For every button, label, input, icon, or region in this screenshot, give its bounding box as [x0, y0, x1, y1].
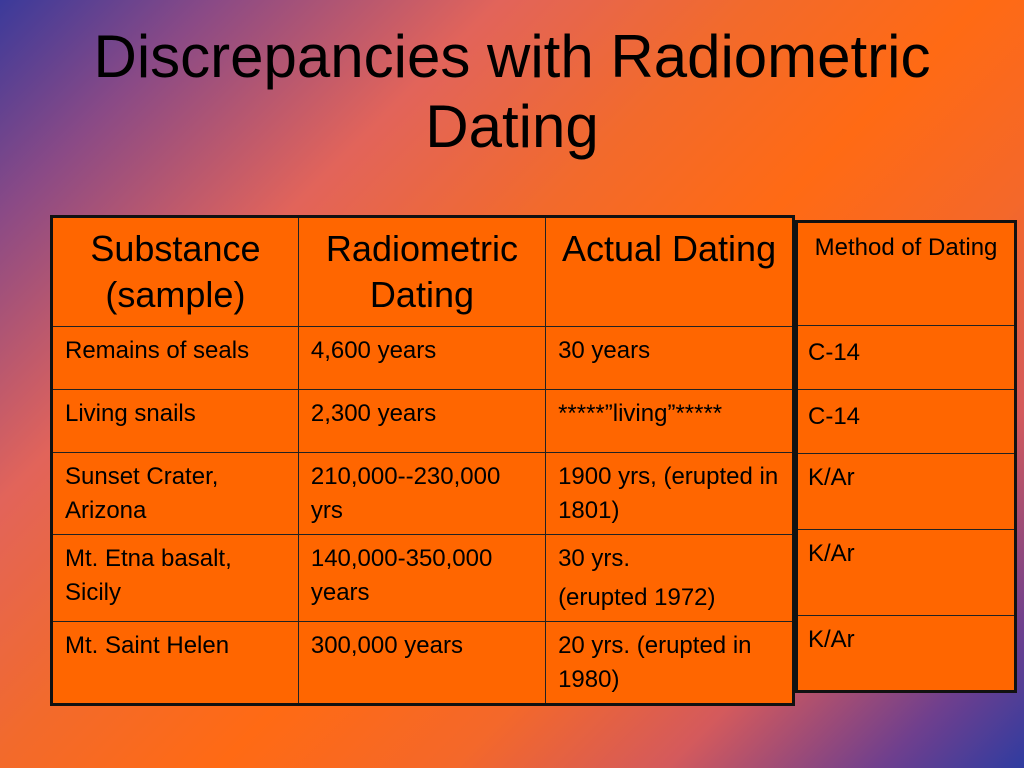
cell-substance: Remains of seals	[52, 327, 299, 390]
slide-title	[0, 22, 1024, 162]
cell-actual: *****”living”*****	[546, 390, 794, 453]
cell-radiometric: 4,600 years	[298, 327, 545, 390]
method-row	[797, 326, 1016, 390]
table-row	[52, 535, 794, 622]
method-row	[797, 530, 1016, 616]
cell-method: C-14	[797, 326, 1016, 390]
cell-actual	[546, 535, 794, 622]
cell-actual: 30 years	[546, 327, 794, 390]
cell-substance: Living snails	[52, 390, 299, 453]
method-table	[795, 220, 1017, 693]
table-header-row	[52, 217, 794, 327]
method-row	[797, 454, 1016, 530]
cell-radiometric: 300,000 years	[298, 622, 545, 705]
header-substance: Substance (sample)	[52, 217, 299, 327]
cell-method: K/Ar	[797, 530, 1016, 616]
cell-method: K/Ar	[797, 616, 1016, 692]
table-row	[52, 453, 794, 535]
cell-actual: 20 yrs. (erupted in 1980)	[546, 622, 794, 705]
cell-method: C-14	[797, 390, 1016, 454]
cell-actual-line-2: (erupted 1972)	[558, 584, 716, 611]
header-actual: Actual Dating	[546, 217, 794, 327]
cell-substance: Sunset Crater, Arizona	[52, 453, 299, 535]
cell-radiometric: 210,000--230,000 yrs	[298, 453, 545, 535]
table-row	[52, 390, 794, 453]
table-row	[52, 327, 794, 390]
cell-radiometric: 140,000-350,000 years	[298, 535, 545, 622]
cell-method: K/Ar	[797, 454, 1016, 530]
method-header-row	[797, 222, 1016, 326]
title-line-2: Dating	[425, 93, 599, 160]
cell-actual: 1900 yrs, (erupted in 1801)	[546, 453, 794, 535]
title-line-1: Discrepancies with Radiometric	[93, 23, 931, 90]
discrepancy-table	[50, 215, 795, 706]
header-method: Method of Dating	[797, 222, 1016, 326]
method-row	[797, 616, 1016, 692]
cell-actual-line-1: 30 yrs.	[558, 545, 631, 572]
table-row	[52, 622, 794, 705]
cell-radiometric: 2,300 years	[298, 390, 545, 453]
cell-substance: Mt. Etna basalt, Sicily	[52, 535, 299, 622]
header-radiometric: Radiometric Dating	[298, 217, 545, 327]
method-row	[797, 390, 1016, 454]
cell-substance: Mt. Saint Helen	[52, 622, 299, 705]
